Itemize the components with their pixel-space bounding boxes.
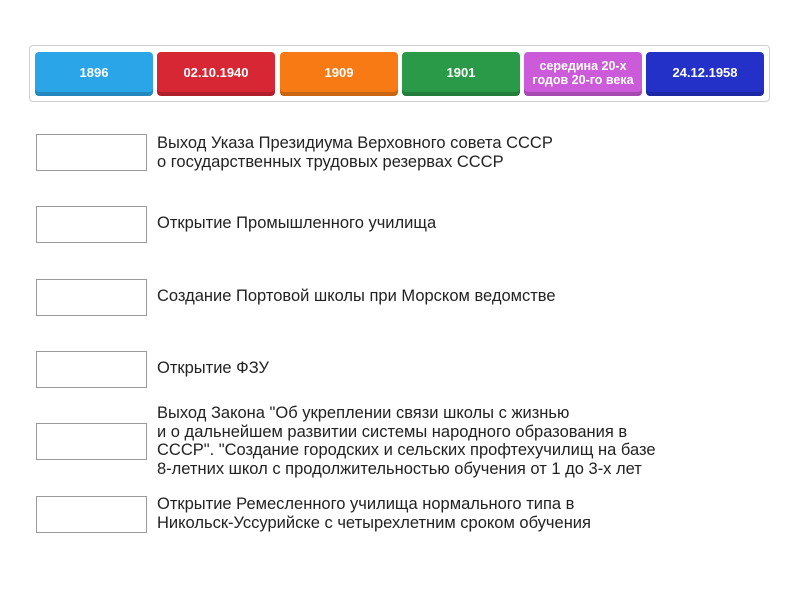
answer-tiles-tray (29, 45, 770, 102)
answer-tile-02-10-1940[interactable]: 02.10.1940 (157, 52, 275, 96)
drop-target-4[interactable] (36, 351, 147, 388)
item-description: Выход Закона "Об укреплении связи школы с жизнью и о дальнейшем развитии системы народного образования в СССР". "Создание городских и сельских профтехучилищ на базе 8-летних школ с продолжительностью обучения от 1 до 3-х лет (157, 404, 656, 478)
drop-target-6[interactable] (36, 496, 147, 533)
drop-target-5[interactable] (36, 423, 147, 460)
drop-target-1[interactable] (36, 134, 147, 171)
answer-tile-1901[interactable]: 1901 (402, 52, 520, 96)
answer-tile-24-12-1958[interactable]: 24.12.1958 (646, 52, 764, 96)
item-description: Выход Указа Президиума Верховного совета СССР о государственных трудовых резервах СССР (157, 134, 553, 171)
answer-tile-mid-1920s[interactable]: середина 20-х годов 20-го века (524, 52, 642, 96)
drop-target-3[interactable] (36, 279, 147, 316)
drop-target-2[interactable] (36, 206, 147, 243)
answer-tile-1896[interactable]: 1896 (35, 52, 153, 96)
answer-tile-1909[interactable]: 1909 (280, 52, 398, 96)
item-description: Создание Портовой школы при Морском ведомстве (157, 287, 556, 305)
item-description: Открытие ФЗУ (157, 359, 269, 377)
item-description: Открытие Ремесленного училища нормального типа в Никольск-Уссурийске с четырехлетним сроком обучения (157, 495, 591, 532)
item-description: Открытие Промышленного училища (157, 214, 437, 232)
